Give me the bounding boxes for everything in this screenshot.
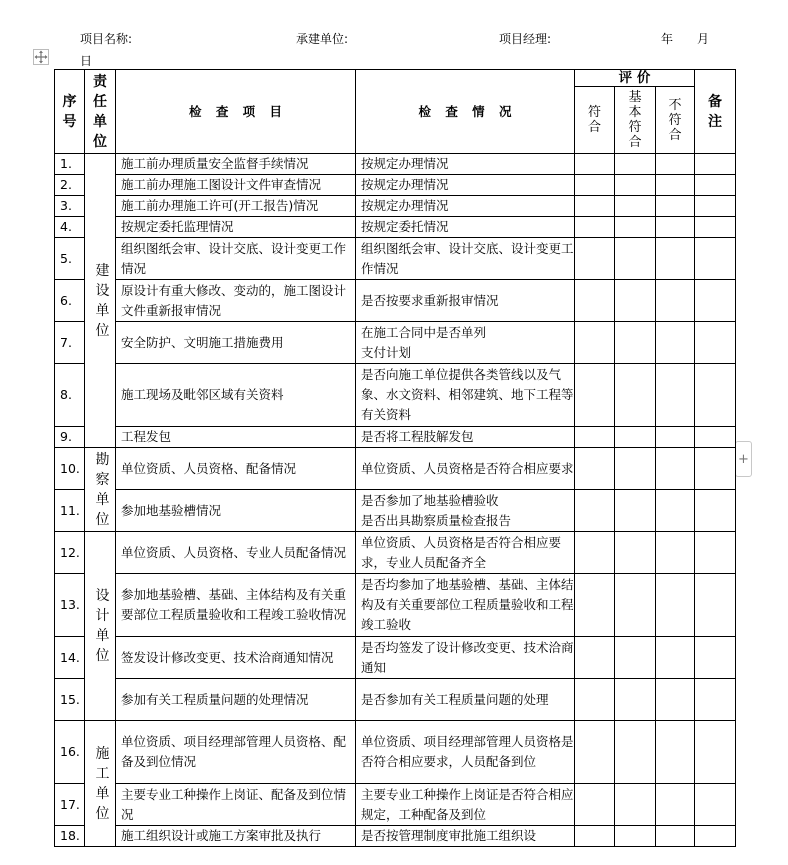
cell-remark[interactable] xyxy=(695,217,736,238)
cell-conform[interactable] xyxy=(575,637,615,679)
cell-not-conform[interactable] xyxy=(656,784,695,826)
cell-remark[interactable] xyxy=(695,574,736,637)
cell-remark[interactable] xyxy=(695,364,736,427)
row-status: 是否按要求重新报审情况 xyxy=(356,280,575,322)
row-status-line: 支付计划 xyxy=(361,344,412,360)
group-cell-survey: 勘察单位 xyxy=(85,448,116,532)
cell-remark[interactable] xyxy=(695,637,736,679)
cell-basic-conform[interactable] xyxy=(615,322,656,364)
row-number: 8. xyxy=(55,364,85,427)
cell-conform[interactable] xyxy=(575,217,615,238)
col-header-item: 检 查 项 目 xyxy=(116,70,356,154)
cell-remark[interactable] xyxy=(695,196,736,217)
row-status: 按规定办理情况 xyxy=(356,175,575,196)
col-header-remark: 备注 xyxy=(695,70,736,154)
table-row xyxy=(55,532,736,574)
cell-remark[interactable] xyxy=(695,784,736,826)
row-status-line: 在施工合同中是否单列 xyxy=(361,324,487,340)
cell-remark[interactable] xyxy=(695,427,736,448)
cell-not-conform[interactable] xyxy=(656,490,695,532)
cell-basic-conform[interactable] xyxy=(615,196,656,217)
row-item: 单位资质、项目经理部管理人员资格、配备及到位情况 xyxy=(116,721,356,784)
header-project-name: 项目名称: xyxy=(80,32,133,46)
row-item: 安全防护、文明施工措施费用 xyxy=(116,322,356,364)
cell-basic-conform[interactable] xyxy=(615,154,656,175)
page-bottom-edge xyxy=(0,851,788,865)
row-status xyxy=(356,322,575,364)
cell-conform[interactable] xyxy=(575,826,615,847)
row-status: 是否向施工单位提供各类管线以及气象、水文资料、相邻建筑、地下工程等有关资料 xyxy=(356,364,575,427)
col-header-basic-conform: 基本符合 xyxy=(615,87,656,154)
table-row xyxy=(55,280,736,322)
row-number: 2. xyxy=(55,175,85,196)
row-number: 9. xyxy=(55,427,85,448)
row-item: 签发设计修改变更、技术洽商通知情况 xyxy=(116,637,356,679)
cell-not-conform[interactable] xyxy=(656,574,695,637)
cell-conform[interactable] xyxy=(575,721,615,784)
table-row xyxy=(55,784,736,826)
header-builder: 承建单位: xyxy=(296,32,349,46)
col-header-not-conform: 不符合 xyxy=(656,87,695,154)
row-item: 原设计有重大修改、变动的，施工图设计文件重新报审情况 xyxy=(116,280,356,322)
row-item: 组织图纸会审、设计交底、设计变更工作情况 xyxy=(116,238,356,280)
table-row xyxy=(55,154,736,175)
cell-conform[interactable] xyxy=(575,427,615,448)
row-number: 7. xyxy=(55,322,85,364)
table-row xyxy=(55,238,736,280)
table-row xyxy=(55,574,736,637)
row-item: 施工组织设计或施工方案审批及执行 xyxy=(116,826,356,847)
col-header-seq: 序号 xyxy=(55,70,85,154)
col-header-responsible: 责任单位 xyxy=(85,70,116,154)
row-status-line: 是否参加了地基验槽验收 xyxy=(361,492,499,508)
row-number: 6. xyxy=(55,280,85,322)
cell-remark[interactable] xyxy=(695,532,736,574)
add-row-icon[interactable]: + xyxy=(735,441,752,477)
cell-remark[interactable] xyxy=(695,238,736,280)
cell-conform[interactable] xyxy=(575,175,615,196)
cell-remark[interactable] xyxy=(695,154,736,175)
table-row xyxy=(55,679,736,721)
cell-conform[interactable] xyxy=(575,490,615,532)
cell-remark[interactable] xyxy=(695,175,736,196)
row-item: 单位资质、人员资格、专业人员配备情况 xyxy=(116,532,356,574)
row-number: 3. xyxy=(55,196,85,217)
cell-basic-conform[interactable] xyxy=(615,532,656,574)
group-cell-contractor: 施工单位 xyxy=(85,721,116,847)
cell-remark[interactable] xyxy=(695,490,736,532)
row-item: 参加地基验槽情况 xyxy=(116,490,356,532)
table-row xyxy=(55,217,736,238)
group-cell-construction: 建设单位 xyxy=(85,154,116,448)
header-manager: 项目经理: xyxy=(499,32,552,46)
row-status: 是否均参加了地基验槽、基础、主体结构及有关重要部位工程质量验收和工程竣工验收 xyxy=(356,574,575,637)
cell-not-conform[interactable] xyxy=(656,154,695,175)
table-row xyxy=(55,427,736,448)
cell-not-conform[interactable] xyxy=(656,721,695,784)
cell-conform[interactable] xyxy=(575,532,615,574)
table-row xyxy=(55,196,736,217)
row-status: 是否将工程肢解发包 xyxy=(356,427,575,448)
cell-not-conform[interactable] xyxy=(656,679,695,721)
row-item: 主要专业工种操作上岗证、配备及到位情况 xyxy=(116,784,356,826)
row-item: 按规定委托监理情况 xyxy=(116,217,356,238)
cell-remark[interactable] xyxy=(695,448,736,490)
row-status: 组织图纸会审、设计交底、设计变更工作情况 xyxy=(356,238,575,280)
row-number: 1. xyxy=(55,154,85,175)
cell-basic-conform[interactable] xyxy=(615,238,656,280)
row-status: 按规定办理情况 xyxy=(356,196,575,217)
col-header-conform: 符合 xyxy=(575,87,615,154)
cell-not-conform[interactable] xyxy=(656,322,695,364)
row-number: 4. xyxy=(55,217,85,238)
cell-basic-conform[interactable] xyxy=(615,490,656,532)
row-status: 是否按管理制度审批施工组织设 xyxy=(356,826,575,847)
col-header-status: 检 查 情 况 xyxy=(356,70,575,154)
row-number: 10. xyxy=(55,448,85,490)
row-status-line: 是否出具勘察质量检查报告 xyxy=(361,512,512,528)
row-item: 单位资质、人员资格、配备情况 xyxy=(116,448,356,490)
header-month: 月 xyxy=(697,32,710,46)
cell-basic-conform[interactable] xyxy=(615,427,656,448)
cell-not-conform[interactable] xyxy=(656,217,695,238)
row-status: 按规定办理情况 xyxy=(356,154,575,175)
cell-conform[interactable] xyxy=(575,784,615,826)
cell-not-conform[interactable] xyxy=(656,238,695,280)
row-number: 14. xyxy=(55,637,85,679)
header-year: 年 xyxy=(661,32,674,46)
cell-not-conform[interactable] xyxy=(656,364,695,427)
row-number: 17. xyxy=(55,784,85,826)
row-number: 15. xyxy=(55,679,85,721)
cell-conform[interactable] xyxy=(575,238,615,280)
cell-conform[interactable] xyxy=(575,322,615,364)
cell-conform[interactable] xyxy=(575,679,615,721)
cell-basic-conform[interactable] xyxy=(615,175,656,196)
cell-conform[interactable] xyxy=(575,574,615,637)
move-handle-icon[interactable] xyxy=(33,49,49,65)
inspection-table xyxy=(54,69,736,847)
group-cell-design: 设计单位 xyxy=(85,532,116,721)
cell-not-conform[interactable] xyxy=(656,826,695,847)
cell-basic-conform[interactable] xyxy=(615,574,656,637)
cell-basic-conform[interactable] xyxy=(615,679,656,721)
row-number: 12. xyxy=(55,532,85,574)
cell-not-conform[interactable] xyxy=(656,448,695,490)
table-row xyxy=(55,175,736,196)
row-number: 18. xyxy=(55,826,85,847)
row-item: 参加有关工程质量问题的处理情况 xyxy=(116,679,356,721)
cell-not-conform[interactable] xyxy=(656,196,695,217)
cell-basic-conform[interactable] xyxy=(615,826,656,847)
cell-basic-conform[interactable] xyxy=(615,280,656,322)
table-row xyxy=(55,637,736,679)
cell-remark[interactable] xyxy=(695,721,736,784)
row-status: 单位资质、人员资格是否符合相应要求，专业人员配备齐全 xyxy=(356,532,575,574)
cell-not-conform[interactable] xyxy=(656,175,695,196)
cell-conform[interactable] xyxy=(575,448,615,490)
cell-not-conform[interactable] xyxy=(656,532,695,574)
row-item: 施工现场及毗邻区域有关资料 xyxy=(116,364,356,427)
header-day: 日 xyxy=(80,54,93,68)
cell-remark[interactable] xyxy=(695,679,736,721)
cell-conform[interactable] xyxy=(575,196,615,217)
cell-basic-conform[interactable] xyxy=(615,364,656,427)
row-item: 施工前办理施工图设计文件审查情况 xyxy=(116,175,356,196)
table-row xyxy=(55,364,736,427)
cell-basic-conform[interactable] xyxy=(615,637,656,679)
cell-basic-conform[interactable] xyxy=(615,448,656,490)
cell-basic-conform[interactable] xyxy=(615,217,656,238)
table-row xyxy=(55,448,736,490)
row-item: 施工前办理质量安全监督手续情况 xyxy=(116,154,356,175)
row-status: 是否均签发了设计修改变更、技术洽商通知 xyxy=(356,637,575,679)
cell-remark[interactable] xyxy=(695,322,736,364)
row-status: 单位资质、项目经理部管理人员资格是否符合相应要求，人员配备到位 xyxy=(356,721,575,784)
cell-not-conform[interactable] xyxy=(656,427,695,448)
col-header-evaluation: 评 价 xyxy=(575,70,695,87)
row-item: 工程发包 xyxy=(116,427,356,448)
row-item: 参加地基验槽、基础、主体结构及有关重要部位工程质量验收和工程竣工验收情况 xyxy=(116,574,356,637)
row-number: 16. xyxy=(55,721,85,784)
table-row xyxy=(55,721,736,784)
row-status: 是否参加有关工程质量问题的处理 xyxy=(356,679,575,721)
cell-conform[interactable] xyxy=(575,364,615,427)
row-item: 施工前办理施工许可(开工报告)情况 xyxy=(116,196,356,217)
row-status xyxy=(356,490,575,532)
table-row xyxy=(55,826,736,847)
cell-basic-conform[interactable] xyxy=(615,721,656,784)
row-number: 11. xyxy=(55,490,85,532)
row-status: 单位资质、人员资格是否符合相应要求 xyxy=(356,448,575,490)
table-row xyxy=(55,322,736,364)
cell-remark[interactable] xyxy=(695,826,736,847)
row-status: 按规定委托情况 xyxy=(356,217,575,238)
table-row xyxy=(55,490,736,532)
row-status: 主要专业工种操作上岗证是否符合相应规定，工种配备及到位 xyxy=(356,784,575,826)
cell-conform[interactable] xyxy=(575,154,615,175)
cell-not-conform[interactable] xyxy=(656,637,695,679)
row-number: 5. xyxy=(55,238,85,280)
cell-not-conform[interactable] xyxy=(656,280,695,322)
cell-remark[interactable] xyxy=(695,280,736,322)
cell-basic-conform[interactable] xyxy=(615,784,656,826)
cell-conform[interactable] xyxy=(575,280,615,322)
row-number: 13. xyxy=(55,574,85,637)
